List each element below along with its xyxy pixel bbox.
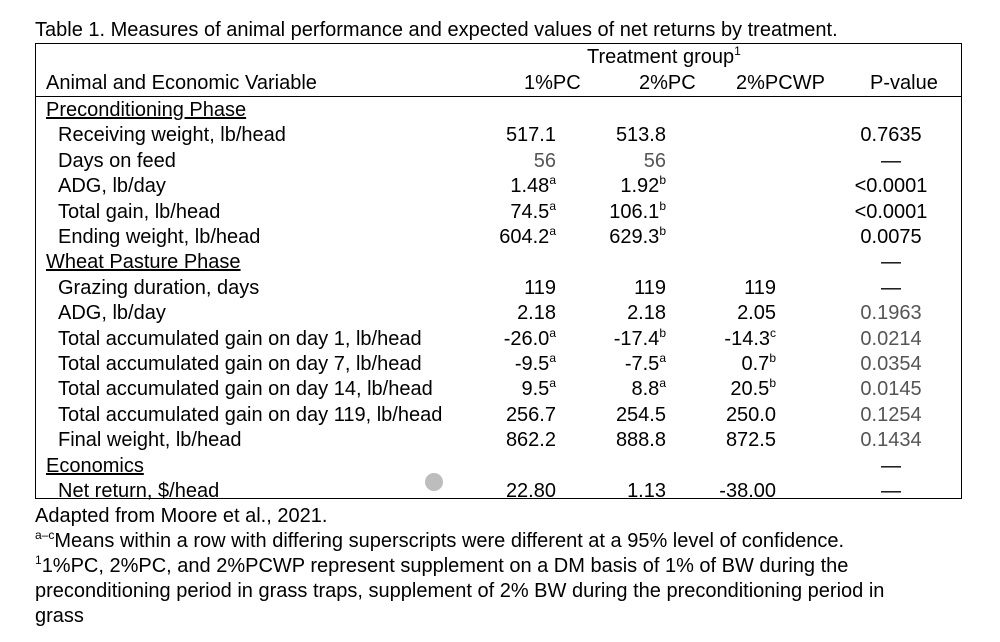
table-cell: 8.8$^a$ bbox=[631, 376, 666, 401]
table-cell: 1.92$^b$ bbox=[620, 173, 666, 198]
row-label: ADG, lb/day bbox=[58, 302, 166, 325]
column-header-2pcwp: 2%PCWP bbox=[736, 72, 825, 94]
table-cell: 119 bbox=[524, 276, 556, 299]
row-label: Final weight, lb/head bbox=[58, 429, 242, 452]
table-cell: 2.18 bbox=[627, 302, 666, 325]
table-cell: 2.18 bbox=[517, 302, 556, 325]
p-value-cell: 0.0145 bbox=[860, 378, 922, 401]
p-value-cell: — bbox=[881, 149, 901, 172]
variable-column-header: Animal and Economic Variable bbox=[46, 72, 317, 94]
table-cell: 629.3$^b$ bbox=[609, 224, 666, 248]
table-cell: 2.05 bbox=[737, 302, 776, 325]
source-note: Adapted from Moore et al., 2021. bbox=[35, 505, 328, 527]
table-cell: 1.13 bbox=[627, 480, 666, 502]
row-label: Total accumulated gain on day 7, lb/head bbox=[58, 353, 422, 375]
table-cell: 517.1 bbox=[505, 124, 556, 147]
table-cell: 9.5$^a$ bbox=[521, 376, 556, 401]
table-cell: 119 bbox=[744, 276, 776, 299]
row-label: Days on feed bbox=[58, 149, 176, 172]
column-header-2pc: 2%PC bbox=[639, 72, 696, 94]
table-cell: 254.5 bbox=[615, 403, 666, 426]
p-value-cell: <0.0001 bbox=[854, 175, 928, 198]
table-cell: 74.5$^a$ bbox=[510, 198, 556, 223]
p-value-cell: — bbox=[881, 454, 901, 477]
table-cell: 250.0 bbox=[725, 403, 776, 426]
p-value-cell: 0.0214 bbox=[860, 327, 922, 350]
row-label: Total accumulated gain on day 119, lb/head bbox=[58, 403, 443, 426]
section-header: Economics bbox=[46, 454, 144, 477]
row-label: Receiving weight, lb/head bbox=[58, 124, 286, 147]
p-value-cell: — bbox=[881, 276, 901, 299]
table-cell: 604.2$^a$ bbox=[499, 224, 556, 248]
p-value-cell: 0.1963 bbox=[860, 302, 922, 325]
cursor-dot bbox=[425, 473, 443, 491]
table-cell: 20.5$^b$ bbox=[730, 376, 776, 401]
table-cell: 0.7$^b$ bbox=[741, 351, 776, 375]
table-cell: -26.0$^a$ bbox=[503, 325, 556, 350]
row-label: Grazing duration, days bbox=[58, 276, 260, 299]
row-label: Ending weight, lb/head bbox=[58, 226, 261, 248]
treatment-note-line-3: grass bbox=[35, 605, 84, 627]
p-value-cell: 0.0354 bbox=[860, 353, 922, 375]
p-value-cell: — bbox=[881, 480, 901, 502]
p-value-cell: 0.1434 bbox=[860, 429, 922, 452]
table-cell: 513.8 bbox=[615, 124, 666, 147]
table-cell: -17.4$^b$ bbox=[613, 325, 666, 350]
treatment-note: $^1$1%PC, 2%PC, and 2%PCWP represent supplement on a DM basis of 1% of BW during the bbox=[35, 553, 849, 577]
section-header: Preconditioning Phase bbox=[46, 99, 247, 121]
table-cell: 862.2 bbox=[505, 429, 556, 452]
column-header-1pc: 1%PC bbox=[524, 72, 581, 94]
table-cell: 872.5 bbox=[725, 429, 776, 452]
table-title: Table 1. Measures of animal performance and expected values of net returns by treatment. bbox=[35, 19, 838, 41]
row-label: Total accumulated gain on day 1, lb/head bbox=[58, 327, 422, 350]
table-cell: 22.80 bbox=[505, 480, 556, 502]
table-cell: -7.5$^a$ bbox=[624, 351, 666, 375]
table-cell: 106.1$^b$ bbox=[609, 198, 666, 223]
treatment-group-header: Treatment group$^1$ bbox=[587, 44, 741, 68]
row-label: Net return, $/head bbox=[58, 480, 220, 502]
table-cell: -9.5$^a$ bbox=[514, 351, 556, 375]
table-cell: 256.7 bbox=[505, 403, 556, 426]
data-table bbox=[35, 43, 962, 502]
p-value-cell: 0.7635 bbox=[860, 124, 922, 147]
row-label: ADG, lb/day bbox=[58, 175, 166, 198]
table-cell: -14.3$^c$ bbox=[724, 325, 776, 350]
table-cell: 119 bbox=[634, 276, 666, 299]
p-value-cell: 0.1254 bbox=[860, 403, 922, 426]
treatment-note-line-2: preconditioning period in grass traps, supplement of 2% BW during the preconditioning period in bbox=[35, 580, 885, 602]
table-cell: 56 bbox=[533, 149, 556, 172]
row-label: Total gain, lb/head bbox=[58, 200, 221, 223]
superscript-note: $^{a-c}$Means within a row with differing superscripts were different at a 95% level of confidence. bbox=[35, 528, 845, 552]
p-value-cell: <0.0001 bbox=[854, 200, 928, 223]
table-cell: -38.00 bbox=[719, 480, 776, 502]
p-value-cell: 0.0075 bbox=[860, 226, 922, 248]
table-cell: 888.8 bbox=[615, 429, 666, 452]
p-value-cell: — bbox=[881, 251, 901, 274]
table-cell: 56 bbox=[643, 149, 666, 172]
section-header: Wheat Pasture Phase bbox=[46, 251, 241, 274]
column-header-p-value: P-value bbox=[870, 72, 938, 94]
table-cell: 1.48$^a$ bbox=[510, 173, 556, 198]
row-label: Total accumulated gain on day 14, lb/head bbox=[58, 378, 433, 401]
header-rule bbox=[36, 96, 961, 97]
